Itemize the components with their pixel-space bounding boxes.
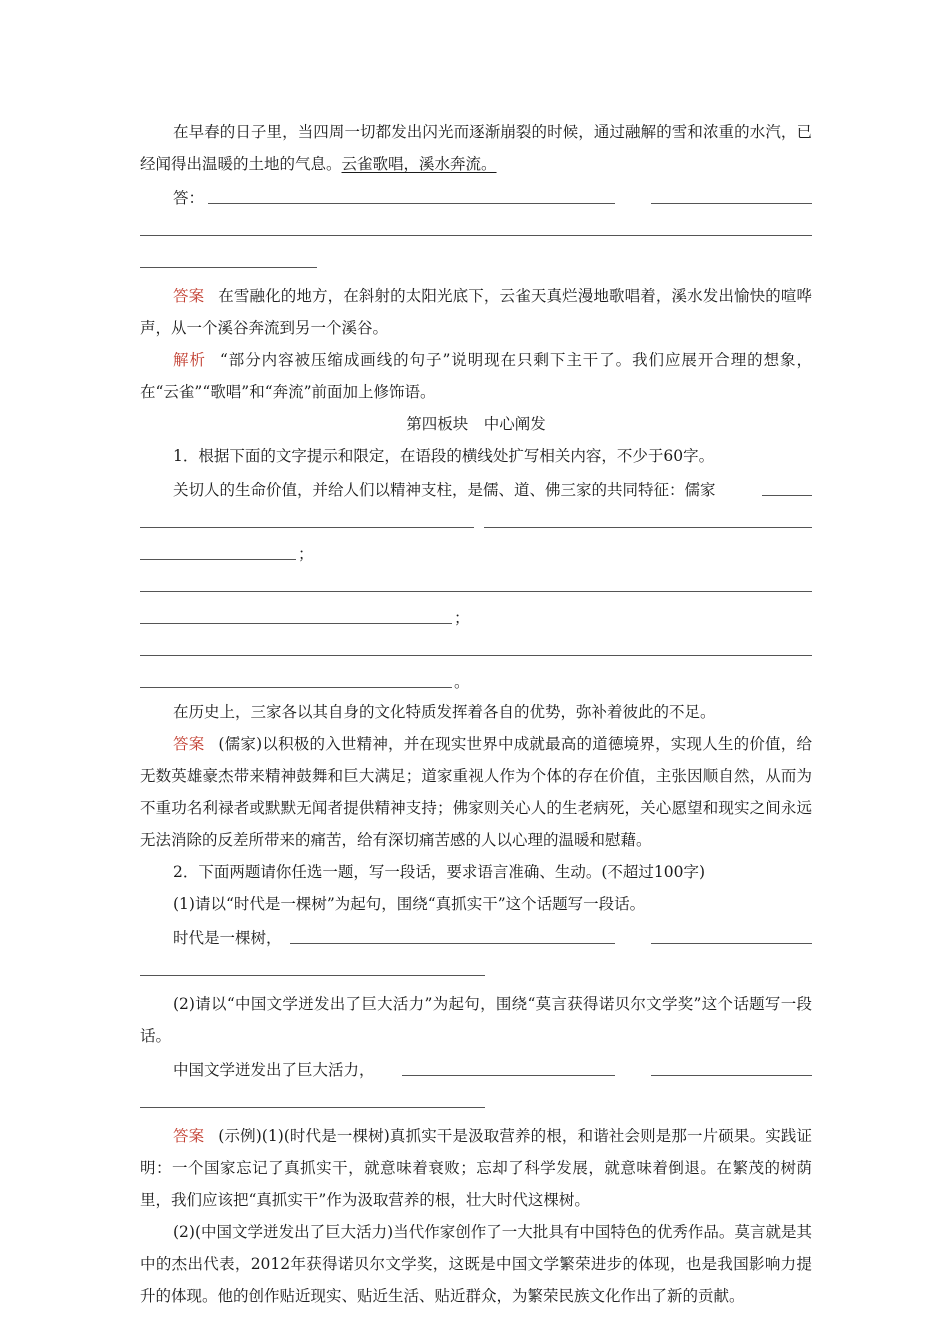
q1-blank-line-6[interactable] bbox=[140, 632, 812, 664]
q2-sub1-lead: 时代是一棵树， bbox=[173, 929, 282, 947]
document-page bbox=[140, 116, 812, 1312]
answer-3 bbox=[140, 1120, 812, 1216]
answer-1 bbox=[140, 280, 812, 344]
answer-3-part-2: (2)(中国文学迸发出了巨大活力)当代作家创作了一大批具有中国特色的优秀作品。莫言就是其中的杰出代表，2012年获得诺贝尔文学奖，这既是中国文学繁荣进步的体现，也是我国影响力提升的体现。他的创作贴近现实、贴近生活、贴近群众，为繁荣民族文化作出了新的贡献。 bbox=[140, 1223, 812, 1305]
semicolon-2: ； bbox=[454, 609, 470, 627]
q1-blank-line-2[interactable] bbox=[140, 504, 812, 536]
answer-1-text: 在雪融化的地方，在斜射的太阳光底下，云雀天真烂漫地歌唱着，溪水发出愉快的喧哗声，从一个溪谷奔流到另一个溪谷。 bbox=[140, 287, 812, 337]
answer-blank-line-3[interactable] bbox=[140, 244, 812, 276]
answer-prompt: 答： bbox=[173, 189, 205, 207]
passage-underlined-sentence: 云雀歌唱，溪水奔流。 bbox=[341, 155, 497, 173]
answer-3-text-1: (示例)(1)(时代是一棵树)真抓实干是汲取营养的根，和谐社会则是那一片硕果。实践证明：一个国家忘记了真抓实干，就意味着衰败；忘却了科学发展，就意味着倒退。在繁茂的树荫里，我们应该把“真抓实干”作为汲取营养的根，壮大时代这棵树。 bbox=[140, 1127, 812, 1209]
q1-lead-line[interactable] bbox=[140, 472, 812, 504]
blank-line bbox=[208, 203, 615, 204]
q2-sub1-line-2[interactable] bbox=[140, 952, 812, 984]
analysis-label: 解析 bbox=[173, 351, 206, 369]
question-1-prompt: 1．根据下面的文字提示和限定，在语段的横线处扩写相关内容，不少于60字。 bbox=[173, 447, 715, 465]
period: 。 bbox=[454, 673, 470, 691]
answer-label: 答案 bbox=[173, 1127, 205, 1145]
blank-line bbox=[651, 943, 812, 944]
blank-line bbox=[140, 655, 812, 656]
q2-sub1-line-1[interactable] bbox=[140, 920, 812, 952]
q1-blank-line-4[interactable] bbox=[140, 568, 812, 600]
q2-sub2-line-1[interactable] bbox=[140, 1052, 812, 1084]
analysis-1-text: “部分内容被压缩成画线的句子”说明现在只剩下主干了。我们应展开合理的想象，在“云雀”“歌唱”和“奔流”前面加上修饰语。 bbox=[140, 351, 812, 401]
answer-2-text: (儒家)以积极的入世精神，并在现实世界中成就最高的道德境界，实现人生的价值，给无数英雄豪杰带来精神鼓舞和巨大满足；道家重视人作为个体的存在价值，主张因顺自然，从而为不重功名利禄者或默默无闻者提供精神支持；佛家则关心人的生老病死，关心愿望和现实之间永远无法消除的反差所带来的痛苦，给有深切痛苦感的人以心理的温暖和慰藉。 bbox=[140, 735, 812, 849]
blank-line bbox=[140, 591, 812, 592]
passage-paragraph bbox=[140, 116, 812, 180]
answer-label: 答案 bbox=[173, 287, 205, 305]
answer-blank-line-2[interactable] bbox=[140, 212, 812, 244]
q1-lead-text: 关切人的生命价值，并给人们以精神支柱，是儒、道、佛三家的共同特征：儒家 bbox=[173, 481, 716, 499]
blank-line bbox=[140, 235, 812, 236]
blank-line bbox=[290, 943, 615, 944]
answer-2 bbox=[140, 728, 812, 856]
blank-line bbox=[140, 267, 317, 268]
blank-line bbox=[402, 1075, 615, 1076]
blank-line bbox=[762, 495, 812, 496]
q1-blank-line-5[interactable] bbox=[140, 600, 812, 632]
q2-sub2-lead: 中国文学迸发出了巨大活力， bbox=[173, 1061, 375, 1079]
blank-line bbox=[651, 1075, 812, 1076]
answer-blank-line-1[interactable] bbox=[140, 180, 812, 212]
blank-line bbox=[140, 975, 485, 976]
q2-sub2-line-2[interactable] bbox=[140, 1084, 812, 1116]
semicolon-1: ； bbox=[298, 545, 314, 563]
blank-line bbox=[484, 527, 812, 528]
question-2-sub-1: (1)请以“时代是一棵树”为起句，围绕“真抓实干”这个话题写一段话。 bbox=[173, 895, 646, 913]
q1-blank-line-3[interactable] bbox=[140, 536, 812, 568]
blank-line bbox=[140, 623, 452, 624]
blank-line bbox=[140, 687, 452, 688]
blank-line bbox=[651, 203, 812, 204]
analysis-1 bbox=[140, 344, 812, 408]
blank-line bbox=[140, 559, 296, 560]
q1-blank-line-7[interactable] bbox=[140, 664, 812, 696]
question-2-sub-2: (2)请以“中国文学迸发出了巨大活力”为起句，围绕“莫言获得诺贝尔文学奖”这个话题写一段话。 bbox=[140, 995, 812, 1045]
section-title: 第四板块 中心阐发 bbox=[406, 415, 546, 433]
passage-text: 在早春的日子里，当四周一切都发出闪光而逐渐崩裂的时候，通过融解的雪和浓重的水汽，已经闻得出温暖的土地的气息。 bbox=[140, 123, 812, 173]
question-1-tail: 在历史上，三家各以其自身的文化特质发挥着各自的优势，弥补着彼此的不足。 bbox=[173, 703, 716, 721]
blank-line bbox=[140, 527, 474, 528]
answer-label: 答案 bbox=[173, 735, 205, 753]
question-2-prompt: 2．下面两题请你任选一题，写一段话，要求语言准确、生动。(不超过100字) bbox=[173, 863, 706, 881]
blank-line bbox=[140, 1107, 485, 1108]
